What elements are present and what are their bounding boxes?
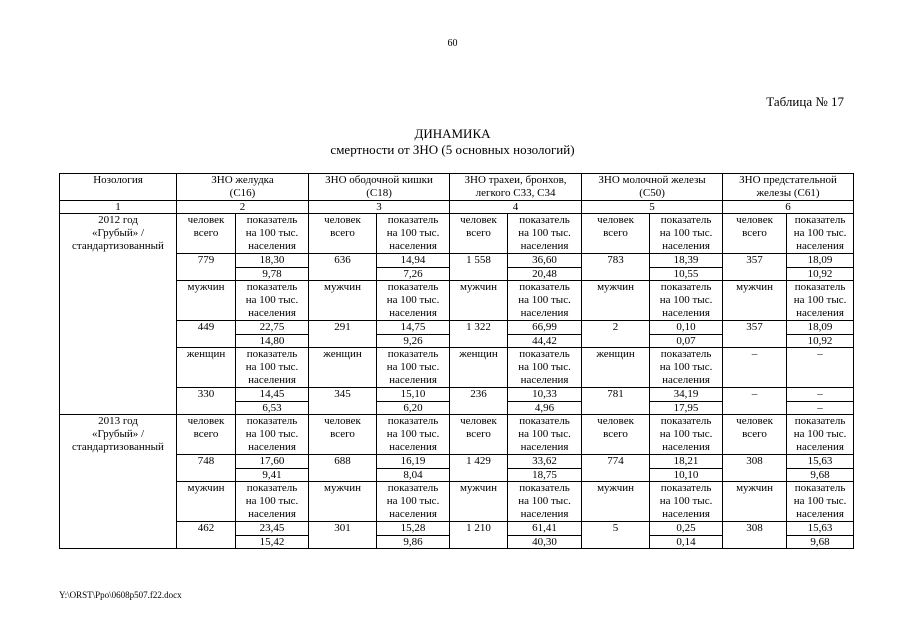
cell-line: на 100 тыс. (518, 495, 571, 508)
crude-rate-value: 15,28 (377, 521, 450, 535)
label-indicator (377, 281, 450, 320)
cell-line: показатель (519, 281, 570, 294)
standardized-rate-value: 9,68 (787, 535, 854, 549)
cell-line: населения (248, 306, 296, 319)
cell-line: на 100 тыс. (245, 294, 299, 307)
col-number: 2 (177, 200, 309, 214)
table-row (60, 174, 854, 201)
cell-line: человек (187, 415, 225, 428)
cell-line: населения (248, 373, 296, 386)
cell-line: показатель (387, 482, 439, 495)
label-people (450, 214, 508, 253)
cell-line: показатель (519, 348, 570, 361)
cell-line: показатель (660, 214, 712, 227)
table-row (60, 387, 854, 401)
standardized-rate-value: 9,26 (377, 334, 450, 348)
table-row (60, 454, 854, 468)
cell-line: населения (662, 440, 710, 453)
label-people (177, 415, 236, 454)
count-value: 783 (582, 253, 650, 281)
label-people (723, 214, 787, 253)
label-indicator (377, 348, 450, 387)
cell-line: человек (187, 214, 225, 227)
cell-line: населения (796, 507, 844, 520)
table-row (60, 253, 854, 267)
count-value: 236 (450, 387, 508, 415)
count-value: 345 (309, 387, 377, 415)
cell-line: показатель (246, 214, 298, 227)
cell-line: человек (324, 415, 361, 428)
label-indicator (650, 415, 723, 454)
cell-line: населения (248, 239, 296, 252)
cell-line: всего (330, 428, 355, 441)
standardized-rate-value: 9,41 (236, 468, 309, 482)
cell-line: 2013 год (98, 415, 138, 428)
standardized-rate-value: 7,26 (377, 267, 450, 281)
standardized-rate-value: 10,92 (787, 267, 854, 281)
count-value: 779 (177, 253, 236, 281)
crude-rate-value: 66,99 (508, 320, 582, 334)
table-row (60, 214, 854, 253)
col-number: 1 (60, 200, 177, 214)
label-people (309, 415, 377, 454)
label-women: женщин (309, 348, 377, 387)
label-indicator (787, 415, 854, 454)
cell-line: населения (520, 239, 569, 252)
cell-line: показатель (519, 415, 570, 428)
crude-rate-value: 0,25 (650, 521, 723, 535)
cell-line: всего (330, 227, 355, 240)
table-title (0, 126, 905, 158)
crude-rate-value: 34,19 (650, 387, 723, 401)
cell-line: человек (736, 214, 773, 227)
label-men: мужчин (177, 281, 236, 320)
cell-line: населения (248, 507, 296, 520)
label-people (723, 415, 787, 454)
label-indicator (236, 214, 309, 253)
cell-line: «Грубый» / (91, 428, 145, 441)
cell-line: населения (520, 306, 569, 319)
count-value: 5 (582, 521, 650, 549)
count-value: 748 (177, 454, 236, 482)
page-number: 60 (447, 38, 458, 49)
cell-line: легкого С33, С34 (475, 186, 556, 199)
table-row (60, 200, 854, 214)
label-indicator (650, 281, 723, 320)
label-men: мужчин (582, 482, 650, 521)
cell-line: ЗНО ободочной кишки (325, 174, 433, 186)
col-number: 5 (582, 200, 723, 214)
count-value: 1 558 (450, 253, 508, 281)
cell-line: показатель (387, 281, 439, 294)
cell-line: 2012 год (98, 214, 138, 227)
cell-line: стандартизованный (72, 440, 164, 453)
cell-line: всего (466, 428, 491, 441)
cell-line: всего (193, 227, 219, 240)
crude-rate-value: 0,10 (650, 320, 723, 334)
cell-line: на 100 тыс. (793, 227, 847, 240)
count-value: 1 210 (450, 521, 508, 549)
cell-line: населения (662, 507, 710, 520)
crude-rate-value: 18,39 (650, 253, 723, 267)
cell-line: человек (597, 214, 634, 227)
crude-rate-value: 22,75 (236, 320, 309, 334)
cell-line: населения (389, 306, 437, 319)
cell-line: всего (466, 227, 491, 240)
count-value: 291 (309, 320, 377, 348)
cell-line: показатель (387, 214, 439, 227)
label-men: мужчин (450, 482, 508, 521)
count-value: 774 (582, 454, 650, 482)
label-indicator (508, 281, 582, 320)
standardized-rate-value: 0,14 (650, 535, 723, 549)
label-people (450, 415, 508, 454)
cell-line: показатель (387, 415, 439, 428)
cell-line: показатель (387, 348, 439, 361)
crude-rate-value: 14,75 (377, 320, 450, 334)
cell-line: всего (603, 428, 628, 441)
standardized-rate-value: 9,78 (236, 267, 309, 281)
cell-line: на 100 тыс. (659, 495, 713, 508)
table-row (60, 281, 854, 320)
table-row (60, 482, 854, 521)
crude-rate-value: 23,45 (236, 521, 309, 535)
cell-line: человек (324, 214, 361, 227)
standardized-rate-value: 6,20 (377, 401, 450, 415)
cell-line: на 100 тыс. (793, 428, 847, 441)
count-value: 308 (723, 454, 787, 482)
label-people (582, 415, 650, 454)
count-value: 449 (177, 320, 236, 348)
table-row (60, 521, 854, 535)
label-indicator (508, 214, 582, 253)
count-value: 688 (309, 454, 377, 482)
standardized-rate-value: – (787, 401, 854, 415)
cell-line: (С18) (366, 186, 392, 199)
cell-line: населения (662, 306, 710, 319)
cell-line: показатель (519, 482, 570, 495)
standardized-rate-value: 4,96 (508, 401, 582, 415)
crude-rate-value: 18,30 (236, 253, 309, 267)
cell-line: на 100 тыс. (659, 294, 713, 307)
label-indicator (508, 415, 582, 454)
cell-line: показатель (246, 281, 298, 294)
table-row (60, 348, 854, 387)
label-men: мужчин (450, 281, 508, 320)
label-indicator (236, 415, 309, 454)
label-men: мужчин (309, 281, 377, 320)
standardized-rate-value: 6,53 (236, 401, 309, 415)
label-indicator (377, 415, 450, 454)
cell-line: на 100 тыс. (386, 361, 440, 374)
label-people (309, 214, 377, 253)
count-value: 462 (177, 521, 236, 549)
count-value: – (723, 387, 787, 415)
cell-line: «Грубый» / (91, 227, 145, 240)
label-women: женщин (450, 348, 508, 387)
cell-line: на 100 тыс. (386, 294, 440, 307)
standardized-rate-value: 8,04 (377, 468, 450, 482)
cell-line: населения (520, 440, 569, 453)
cell-line: железы (С61) (756, 186, 820, 199)
cell-line: на 100 тыс. (386, 227, 440, 240)
standardized-rate-value: 10,92 (787, 334, 854, 348)
label-men: мужчин (723, 482, 787, 521)
label-indicator (787, 214, 854, 253)
dash-cell: – (723, 348, 787, 387)
cell-line: на 100 тыс. (245, 361, 299, 374)
label-men: мужчин (582, 281, 650, 320)
col-number: 6 (723, 200, 854, 214)
cell-line: на 100 тыс. (518, 227, 571, 240)
header-c18 (309, 174, 450, 201)
count-value: 308 (723, 521, 787, 549)
cell-line: населения (662, 239, 710, 252)
cell-line: показатель (794, 415, 846, 428)
standardized-rate-value: 20,48 (508, 267, 582, 281)
cell-line: на 100 тыс. (793, 495, 847, 508)
title-line-1: ДИНАМИКА (414, 126, 491, 141)
label-indicator (236, 348, 309, 387)
label-indicator (236, 482, 309, 521)
label-indicator (377, 482, 450, 521)
file-path: Y:\ORST\Ppo\0608p507.f22.docx (59, 590, 182, 600)
cell-line: населения (796, 440, 844, 453)
crude-rate-value: 16,19 (377, 454, 450, 468)
dash-cell: – (787, 348, 854, 387)
cell-line: на 100 тыс. (386, 495, 440, 508)
cell-line: всего (742, 428, 767, 441)
cell-line: показатель (519, 214, 570, 227)
label-indicator (236, 281, 309, 320)
cell-line: на 100 тыс. (659, 227, 713, 240)
crude-rate-value: 14,45 (236, 387, 309, 401)
crude-rate-value: 14,94 (377, 253, 450, 267)
label-people (582, 214, 650, 253)
cell-line: (С16) (229, 186, 256, 199)
table-row (60, 320, 854, 334)
cell-line: населения (796, 239, 844, 252)
standardized-rate-value: 18,75 (508, 468, 582, 482)
table-number: Таблица № 17 (766, 94, 844, 109)
crude-rate-value: 18,21 (650, 454, 723, 468)
label-women: женщин (582, 348, 650, 387)
standardized-rate-value: 14,80 (236, 334, 309, 348)
cell-line: всего (742, 227, 767, 240)
crude-rate-value: 10,33 (508, 387, 582, 401)
standardized-rate-value: 40,30 (508, 535, 582, 549)
cell-line: человек (597, 415, 634, 428)
label-indicator (377, 214, 450, 253)
crude-rate-value: 61,41 (508, 521, 582, 535)
cell-line: показатель (794, 482, 846, 495)
cell-line: на 100 тыс. (518, 428, 571, 441)
cell-line: стандартизованный (72, 239, 164, 252)
header-nosology: Нозология (60, 174, 177, 201)
cell-line: показатель (246, 415, 298, 428)
label-indicator (508, 482, 582, 521)
standardized-rate-value: 44,42 (508, 334, 582, 348)
count-value: 781 (582, 387, 650, 415)
crude-rate-value: 17,60 (236, 454, 309, 468)
cell-line: населения (796, 306, 844, 319)
label-people (177, 214, 236, 253)
crude-rate-value: 15,63 (787, 454, 854, 468)
cell-line: (С50) (639, 186, 665, 199)
cell-line: показатель (660, 482, 712, 495)
cell-line: на 100 тыс. (386, 428, 440, 441)
cell-line: показатель (246, 348, 298, 361)
standardized-rate-value: 9,68 (787, 468, 854, 482)
cell-line: всего (193, 428, 219, 441)
count-value: 636 (309, 253, 377, 281)
title-line-2: смертности от ЗНО (5 основных нозологий) (330, 142, 575, 157)
cell-line: населения (389, 373, 437, 386)
table-row (60, 415, 854, 454)
cell-line: человек (736, 415, 773, 428)
cell-line: ЗНО молочной железы (598, 174, 706, 186)
cell-line: ЗНО желудка (211, 174, 274, 186)
header-c33 (450, 174, 582, 201)
label-indicator (650, 482, 723, 521)
header-c50 (582, 174, 723, 201)
cell-line: на 100 тыс. (659, 428, 713, 441)
standardized-rate-value: 10,10 (650, 468, 723, 482)
cell-line: населения (389, 507, 437, 520)
cell-line: человек (460, 214, 497, 227)
crude-rate-value: 15,10 (377, 387, 450, 401)
mortality-table (59, 173, 854, 549)
label-indicator (650, 348, 723, 387)
cell-line: показатель (246, 482, 298, 495)
count-value: 1 322 (450, 320, 508, 348)
label-indicator (650, 214, 723, 253)
col-number: 3 (309, 200, 450, 214)
cell-line: показатель (660, 281, 712, 294)
cell-line: населения (520, 373, 569, 386)
standardized-rate-value: 15,42 (236, 535, 309, 549)
year-label (60, 214, 177, 415)
label-men: мужчин (723, 281, 787, 320)
count-value: 1 429 (450, 454, 508, 482)
cell-line: на 100 тыс. (245, 428, 299, 441)
cell-line: ЗНО трахеи, бронхов, (464, 174, 567, 186)
cell-line: человек (460, 415, 497, 428)
crude-rate-value: – (787, 387, 854, 401)
cell-line: на 100 тыс. (518, 361, 571, 374)
cell-line: показатель (660, 415, 712, 428)
label-indicator (787, 281, 854, 320)
header-c16 (177, 174, 309, 201)
crude-rate-value: 18,09 (787, 253, 854, 267)
cell-line: населения (389, 440, 437, 453)
cell-line: населения (248, 440, 296, 453)
crude-rate-value: 15,63 (787, 521, 854, 535)
label-women: женщин (177, 348, 236, 387)
cell-line: населения (389, 239, 437, 252)
count-value: 2 (582, 320, 650, 348)
crude-rate-value: 33,62 (508, 454, 582, 468)
cell-line: на 100 тыс. (518, 294, 571, 307)
cell-line: на 100 тыс. (659, 361, 713, 374)
cell-line: населения (520, 507, 569, 520)
crude-rate-value: 18,09 (787, 320, 854, 334)
standardized-rate-value: 17,95 (650, 401, 723, 415)
count-value: 301 (309, 521, 377, 549)
cell-line: ЗНО предстательной (739, 174, 837, 186)
count-value: 357 (723, 320, 787, 348)
cell-line: на 100 тыс. (245, 227, 299, 240)
header-c61 (723, 174, 854, 201)
standardized-rate-value: 9,86 (377, 535, 450, 549)
col-number: 4 (450, 200, 582, 214)
count-value: 357 (723, 253, 787, 281)
cell-line: всего (603, 227, 628, 240)
cell-line: показатель (794, 281, 846, 294)
cell-line: населения (662, 373, 710, 386)
cell-line: на 100 тыс. (793, 294, 847, 307)
label-indicator (508, 348, 582, 387)
cell-line: показатель (660, 348, 712, 361)
label-men: мужчин (177, 482, 236, 521)
crude-rate-value: 36,60 (508, 253, 582, 267)
standardized-rate-value: 10,55 (650, 267, 723, 281)
count-value: 330 (177, 387, 236, 415)
label-indicator (787, 482, 854, 521)
cell-line: показатель (794, 214, 846, 227)
standardized-rate-value: 0,07 (650, 334, 723, 348)
year-label (60, 415, 177, 549)
label-men: мужчин (309, 482, 377, 521)
cell-line: на 100 тыс. (245, 495, 299, 508)
